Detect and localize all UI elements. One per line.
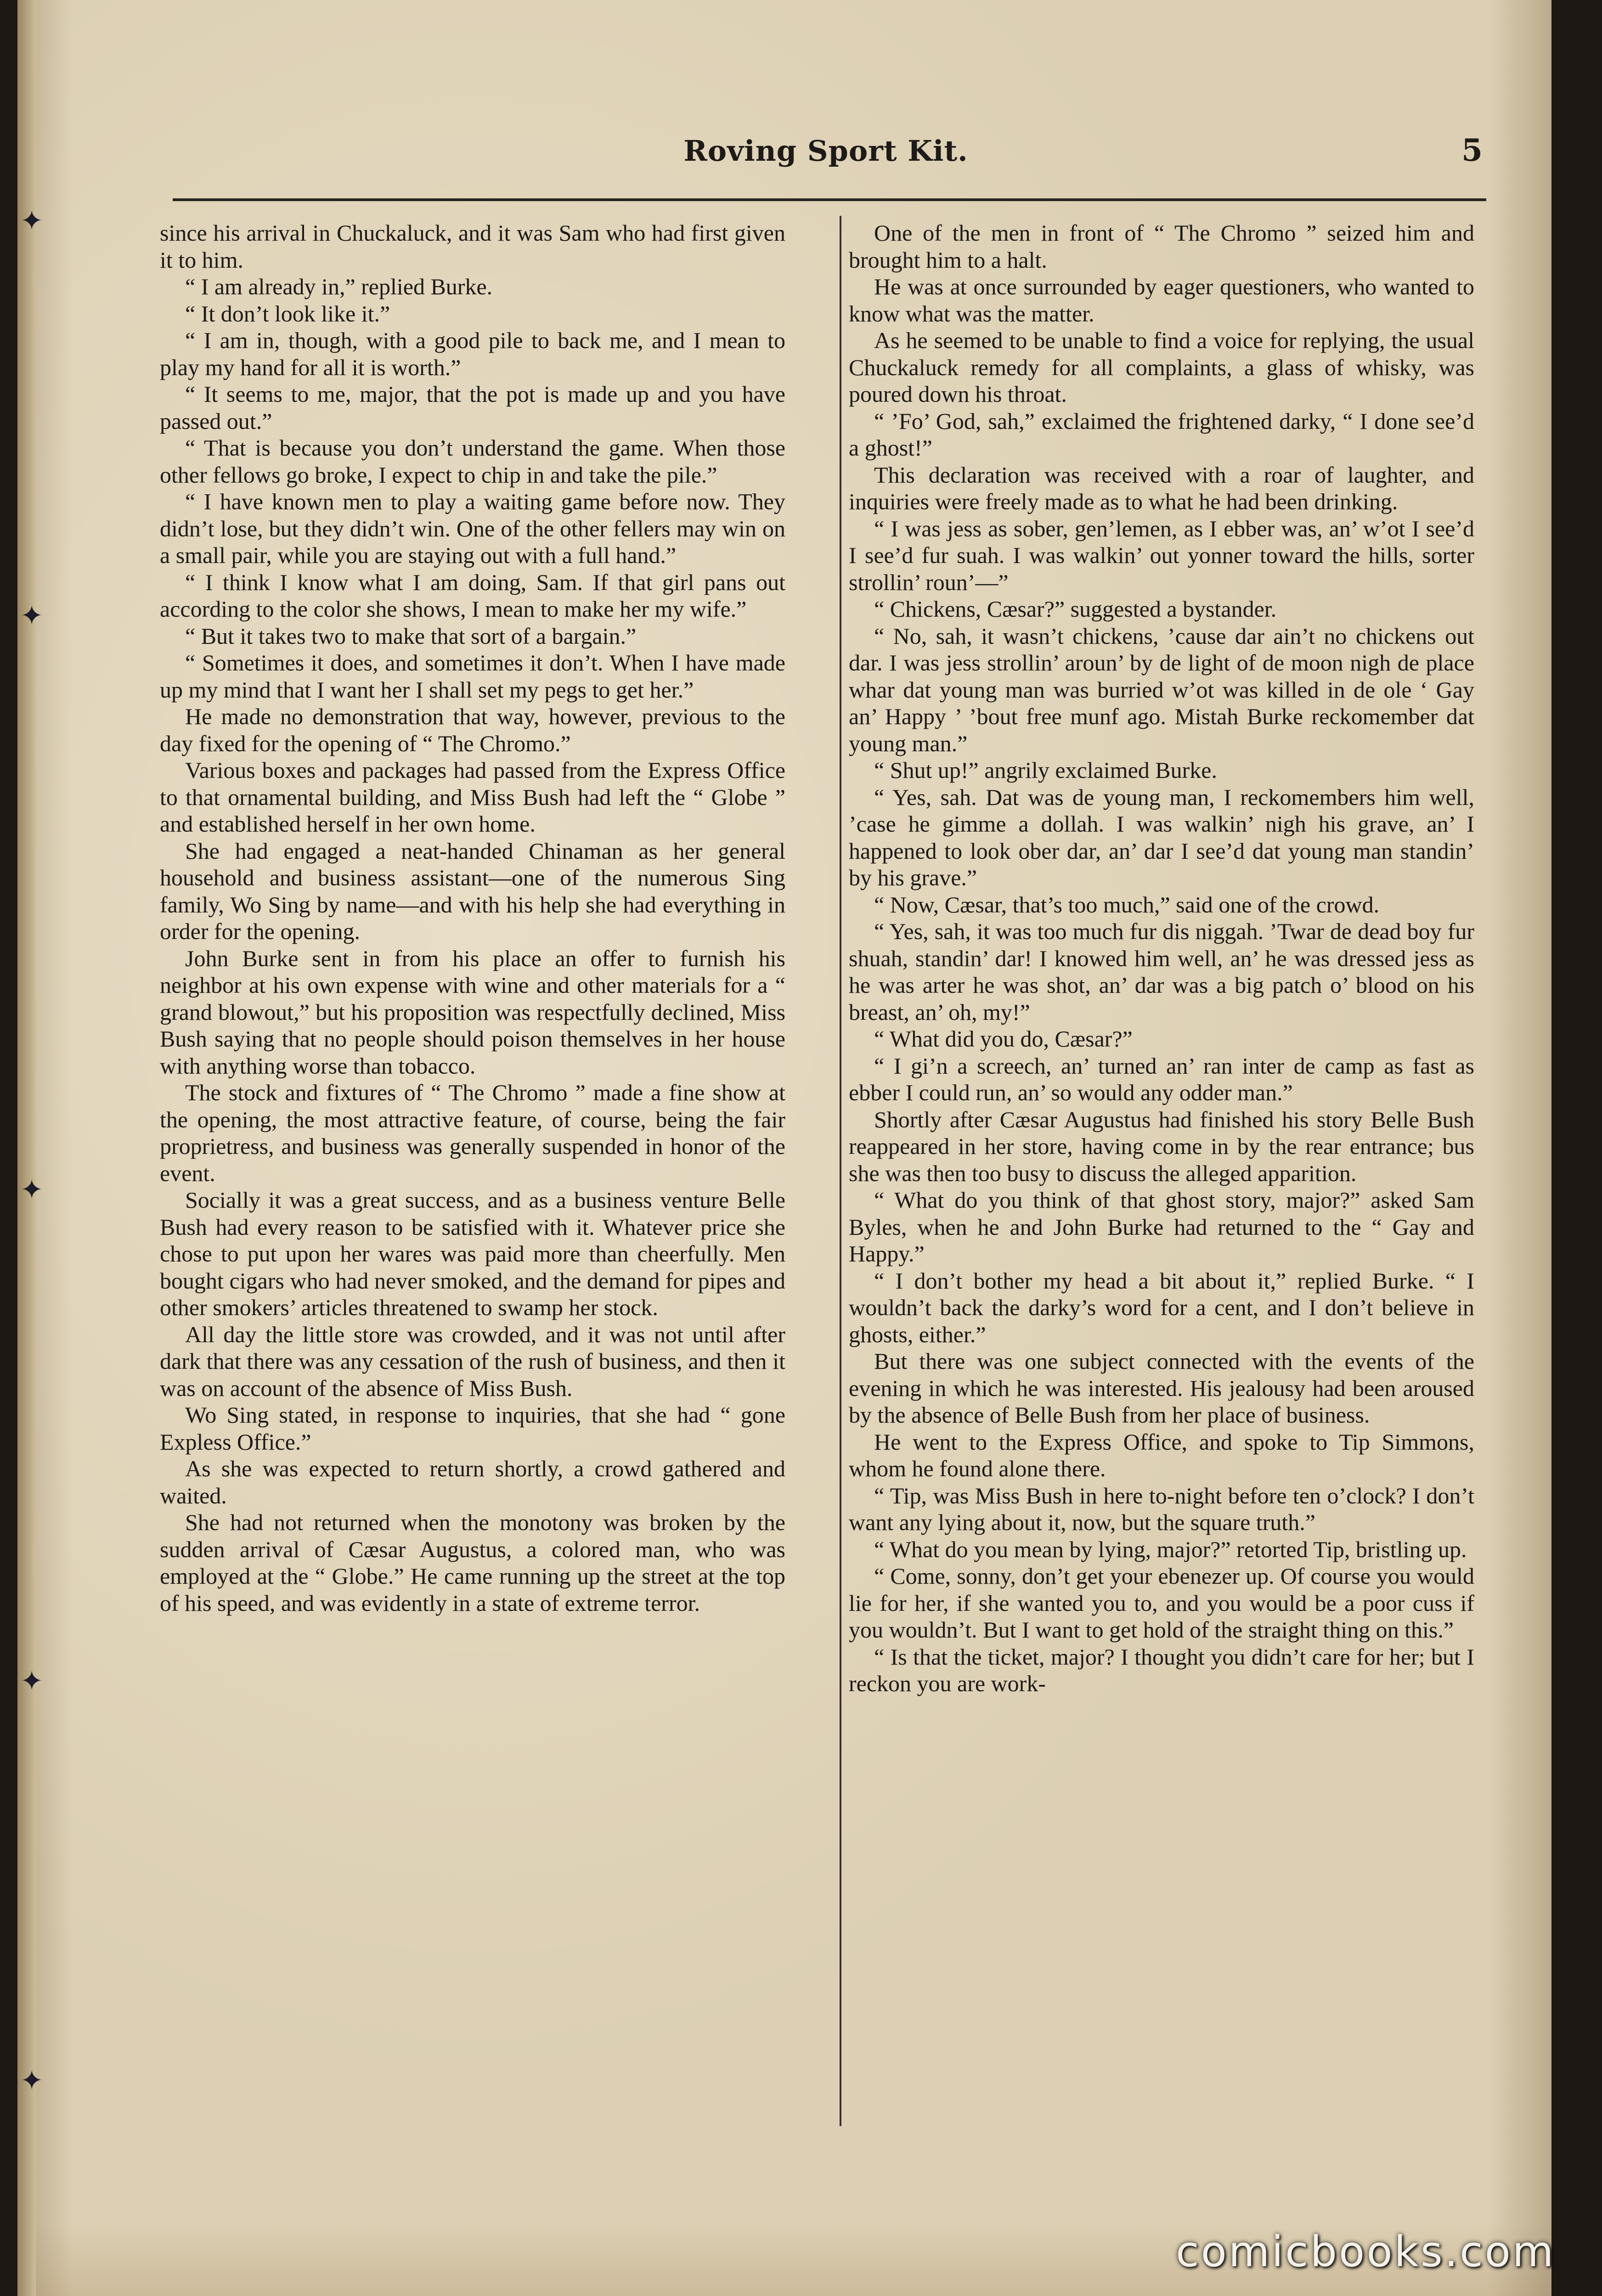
paragraph: “ Shut up!” angrily exclaimed Burke. — [874, 757, 1217, 783]
paragraph: “ Yes, sah, it was too much fur dis niggah. ’Twar de dead boy fur shuah, standin’ dar! I knowed him well, an’ he was dressed jess as he was arter he was shot, an’ dar was a big patch o’ blood on his breast, an’ oh, my!” — [849, 918, 1474, 1025]
paragraph: “ Now, Cæsar, that’s too much,” said one of the crowd. — [874, 891, 1380, 917]
paragraph: “ It don’t look like it.” — [185, 300, 390, 326]
paragraph: “ Come, sonny, don’t get your ebenezer up. Of course you would lie for her, if she wanted you to, and you would be a poor cuss if you wouldn’t. But I want to get hold of the straight thing on this.” — [849, 1563, 1474, 1643]
paragraph: One of the men in front of “ The Chromo ” seized him and brought him to a halt. — [849, 220, 1474, 273]
paragraph: Wo Sing stated, in response to inquiries, that she had “ gone Expless Office.” — [160, 1402, 785, 1455]
paragraph: “ I think I know what I am doing, Sam. If that girl pans out according to the color she shows, I mean to make her my wife.” — [160, 569, 785, 622]
paragraph: The stock and fixtures of “ The Chromo ” made a fine show at the opening, the most attractive feature, of course, being the fair proprietress, and business was generally suspended in honor of the event. — [160, 1080, 785, 1186]
paragraph: “ I am already in,” replied Burke. — [185, 274, 493, 299]
paragraph: “ Is that the ticket, major? I thought you didn’t care for her; but I reckon you are work- — [849, 1643, 1474, 1696]
paragraph: “ ’Fo’ God, sah,” exclaimed the frightened darky, “ I done see’d a ghost!” — [849, 408, 1474, 461]
paragraph: “ I was jess as sober, gen’lemen, as I ebber was, an’ w’ot I see’d I see’d fur suah. I was walkin’ out yonner toward the hills, sorter strollin’ roun’—” — [849, 515, 1474, 595]
paragraph: “ What do you think of that ghost story, major?” asked Sam Byles, when he and John Burke had returned to the “ Gay and Happy.” — [849, 1187, 1474, 1266]
paragraph: He made no demonstration that way, however, previous to the day fixed for the opening of “ The Chromo.” — [160, 703, 785, 756]
paragraph: As she was expected to return shortly, a crowd gathered and waited. — [160, 1456, 785, 1508]
binding-stitch-icon: ✦ — [20, 1666, 44, 1696]
paragraph: Various boxes and packages had passed from the Express Office to that ornamental building, and Miss Bush had left the “ Globe ” and established herself in her own home. — [160, 757, 785, 837]
paragraph: Socially it was a great success, and as a business venture Belle Bush had every reason to be satisfied with it. Whatever price she chose to put upon her wares was paid more than cheerfully. Men bought cigars who had never smoked, and the demand for pipes and other smokers’ articles threatened to swamp her stock. — [160, 1187, 785, 1320]
paragraph: “ Yes, sah. Dat was de young man, I reckomembers him well, ’case he gimme a dollah. I was walkin’ nigh his grave, an’ I happened to look ober dar, an’ dar I see’d dat young man standin’ by his grave.” — [849, 784, 1474, 890]
paragraph: “ I am in, though, with a good pile to back me, and I mean to play my hand for all it is worth.” — [160, 327, 785, 380]
paragraph: John Burke sent in from his place an offer to furnish his neighbor at his own expense with wine and other materials for a “ grand blowout,” but his proposition was respectfully declined, Miss Bush saying that no people should poison themselves in her house with anything worse than tobacco. — [160, 945, 785, 1079]
paragraph: Shortly after Cæsar Augustus had finished his story Belle Bush reappeared in her store, having come in by the rear entrance; bus she was then too busy to discuss the alleged apparition. — [849, 1106, 1474, 1186]
page-number: 5 — [1461, 132, 1483, 168]
paragraph: “ Tip, was Miss Bush in here to-night before ten o’clock? I don’t want any lying about it, now, but the square truth.” — [849, 1482, 1474, 1535]
paragraph: since his arrival in Chuckaluck, and it was Sam who had first given it to him. — [160, 220, 785, 273]
paragraph: But there was one subject connected with the events of the evening in which he was interested. His jealousy had been aroused by the absence of Belle Bush from her place of business. — [849, 1348, 1474, 1428]
paragraph: “ I gi’n a screech, an’ turned an’ ran inter de camp as fast as ebber I could run, an’ so would any odder man.” — [849, 1052, 1474, 1105]
binding-stitch-icon: ✦ — [20, 601, 44, 631]
paragraph: He went to the Express Office, and spoke to Tip Simmons, whom he found alone there. — [849, 1429, 1474, 1481]
book-page — [17, 0, 1551, 2296]
column-divider — [840, 216, 841, 2126]
right-column — [849, 219, 1474, 2130]
running-header — [169, 134, 1483, 185]
paragraph: She had not returned when the monotony was broken by the sudden arrival of Cæsar Augustus, a colored man, who was employed at the “ Globe.” He came running up the street at the top of his speed, and was evidently in a state of extreme terror. — [160, 1509, 785, 1616]
paragraph: As he seemed to be unable to find a voice for replying, the usual Chuckaluck remedy for all complaints, a glass of whisky, was poured down his throat. — [849, 327, 1474, 407]
header-rule — [173, 198, 1486, 201]
page-spine — [17, 0, 36, 2296]
paragraph: “ I don’t bother my head a bit about it,” replied Burke. “ I wouldn’t back the darky’s word for a cent, and I don’t believe in ghosts, either.” — [849, 1267, 1474, 1347]
paragraph: “ What did you do, Cæsar?” — [874, 1026, 1133, 1052]
paragraph: “ What do you mean by lying, major?” retorted Tip, bristling up. — [874, 1536, 1467, 1562]
paragraph: “ I have known men to play a waiting game before now. They didn’t lose, but they didn’t win. One of the other fellers may win on a small pair, while you are staying out with a full hand.” — [160, 489, 785, 568]
paragraph: This declaration was received with a roar of laughter, and inquiries were freely made as to what he had been drinking. — [849, 461, 1474, 514]
paragraph: All day the little store was crowded, and it was not until after dark that there was any cessation of the rush of business, and then it was on account of the absence of Miss Bush. — [160, 1321, 785, 1401]
paragraph: “ No, sah, it wasn’t chickens, ’cause dar ain’t no chickens out dar. I was jess strollin’ aroun’ by de light of de moon nigh de place whar dat young man was burried w’ot was killed in de ole ‘ Gay an’ Happy ’ ’bout free munf ago. Mistah Burke reckomember dat young man.” — [849, 623, 1474, 756]
watermark-logo: comicbooks.com — [1176, 2227, 1556, 2276]
paragraph: “ It seems to me, major, that the pot is made up and you have passed out.” — [160, 381, 785, 434]
running-title: Roving Sport Kit. — [683, 134, 968, 168]
paragraph: “ But it takes two to make that sort of a bargain.” — [185, 623, 637, 649]
paragraph: “ Sometimes it does, and sometimes it don’t. When I have made up my mind that I want her I shall set my pegs to get her.” — [160, 650, 785, 703]
paragraph: “ That is because you don’t understand the game. When those other fellows go broke, I expect to chip in and take the pile.” — [160, 435, 785, 488]
left-column — [160, 219, 785, 2130]
paragraph: He was at once surrounded by eager questioners, who wanted to know what was the matter. — [849, 274, 1474, 326]
paragraph: “ Chickens, Cæsar?” suggested a bystander. — [874, 596, 1277, 622]
binding-stitch-icon: ✦ — [20, 1175, 44, 1205]
binding-stitch-icon: ✦ — [20, 2065, 44, 2096]
binding-stitch-icon: ✦ — [20, 206, 44, 236]
paragraph: She had engaged a neat-handed Chinaman as her general household and business assistant—one of the numerous Sing family, Wo Sing by name—and with his help she had everything in order for the opening. — [160, 838, 785, 944]
